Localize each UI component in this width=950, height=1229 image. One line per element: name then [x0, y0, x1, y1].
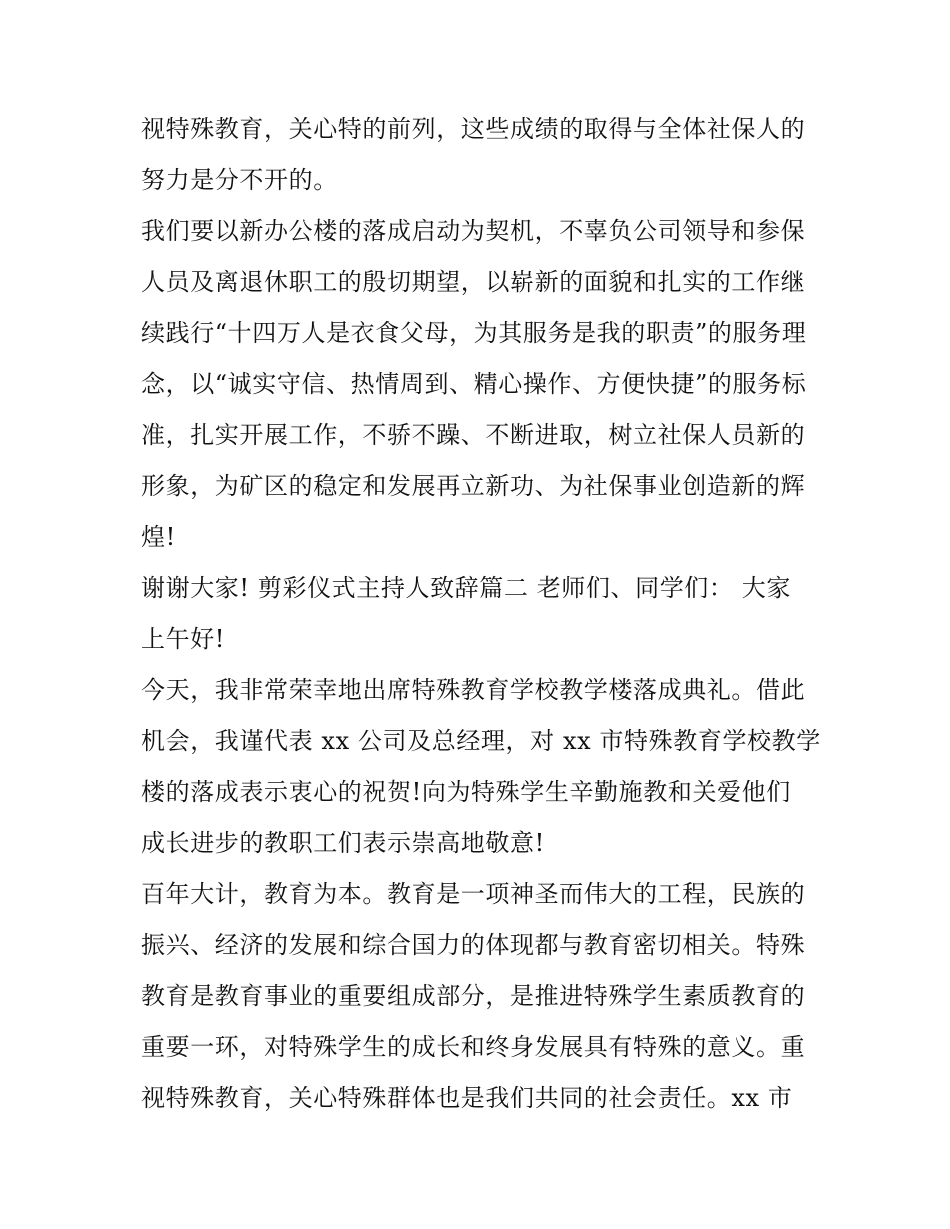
text-line: 准，扎实开展工作，不骄不躁、不断进取，树立社保人员新的 — [141, 421, 806, 449]
body-text — [141, 104, 821, 1124]
text-line: 续践行“十四万人是衣食父母，为其服务是我的职责”的服务理 — [141, 319, 807, 347]
text-line: 上午好! — [141, 625, 226, 653]
text-line: 今天，我非常荣幸地出席特殊教育学校教学楼落成典礼。借此 — [141, 676, 806, 704]
text-line: 我们要以新办公楼的落成启动为契机，不辜负公司领导和参保 — [141, 217, 806, 245]
text-line: 成长进步的教职工们表示崇高地敬意! — [141, 829, 545, 857]
text-line: 念，以“诚实守信、热情周到、精心操作、方便快捷”的服务标 — [141, 370, 807, 398]
text-line: 努力是分不开的。 — [141, 166, 338, 194]
text-line: 振兴、经济的发展和综合国力的体现都与教育密切相关。特殊 — [141, 931, 806, 959]
text-line: 人员及离退休职工的殷切期望，以崭新的面貌和扎实的工作继 — [141, 268, 806, 296]
text-line: 视特殊教育，关心特的前列，这些成绩的取得与全体社保人的 — [141, 115, 806, 143]
text-line: 形象，为矿区的稳定和发展再立新功、为社保事业创造新的辉 — [141, 472, 806, 500]
text-line: 重要一环，对特殊学生的成长和终身发展具有特殊的意义。重 — [141, 1033, 806, 1061]
text-line: 机会，我谨代表 xx 公司及总经理，对 xx 市特殊教育学校教学 — [141, 727, 821, 755]
text-line: 谢谢大家! 剪彩仪式主持人致辞篇二 老师们、同学们： 大家 — [141, 574, 791, 602]
text-line: 百年大计，教育为本。教育是一项神圣而伟大的工程，民族的 — [141, 880, 806, 908]
text-line: 楼的落成表示衷心的祝贺!向为特殊学生辛勤施教和关爱他们 — [141, 778, 791, 806]
text-line: 视特殊教育，关心特殊群体也是我们共同的社会责任。xx 市 — [141, 1084, 793, 1112]
text-line: 教育是教育事业的重要组成部分，是推进特殊学生素质教育的 — [141, 982, 806, 1010]
text-line: 煌! — [141, 523, 176, 551]
